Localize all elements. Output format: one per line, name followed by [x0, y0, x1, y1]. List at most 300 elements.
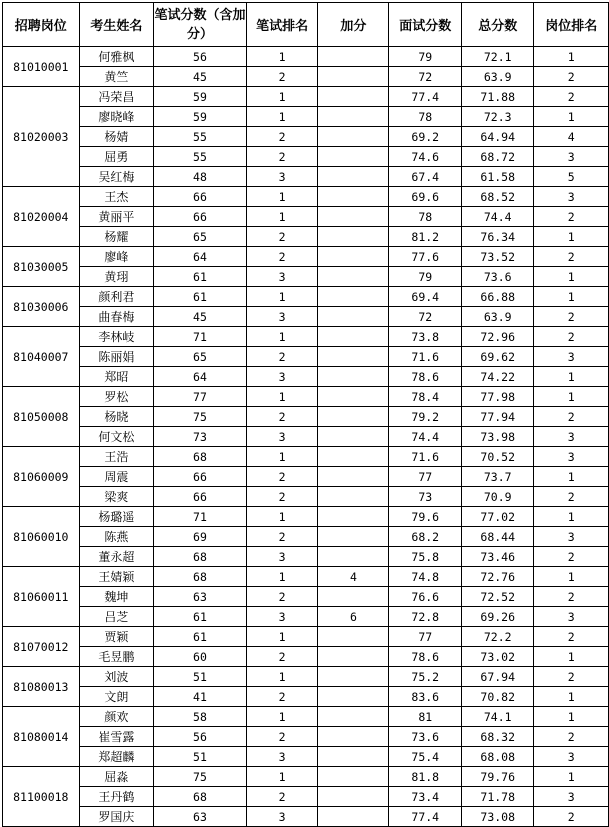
written-score: 65: [154, 347, 247, 367]
post-rank: 1: [534, 767, 609, 787]
bonus-points: [318, 467, 389, 487]
total-score: 72.52: [462, 587, 534, 607]
interview-score: 81.8: [389, 767, 462, 787]
interview-score: 83.6: [389, 687, 462, 707]
interview-score: 71.6: [389, 447, 462, 467]
candidate-name: 黄竺: [79, 67, 154, 87]
written-score: 66: [154, 487, 247, 507]
post-rank: 3: [534, 747, 609, 767]
bonus-points: [318, 667, 389, 687]
total-score: 73.02: [462, 647, 534, 667]
total-score: 61.58: [462, 167, 534, 187]
table-row: [3, 427, 609, 447]
interview-score: 71.6: [389, 347, 462, 367]
written-score: 66: [154, 467, 247, 487]
written-rank: 2: [246, 647, 318, 667]
post-code: 81060010: [3, 507, 80, 567]
post-rank: 1: [534, 287, 609, 307]
interview-score: 74.6: [389, 147, 462, 167]
candidate-name: 陈燕: [79, 527, 154, 547]
total-score: 72.1: [462, 47, 534, 67]
written-score: 61: [154, 627, 247, 647]
written-rank: 2: [246, 527, 318, 547]
post-rank: 3: [534, 147, 609, 167]
total-score: 79.76: [462, 767, 534, 787]
header-interview-score: 面试分数: [389, 3, 462, 47]
written-score: 51: [154, 667, 247, 687]
interview-score: 73.8: [389, 327, 462, 347]
bonus-points: [318, 647, 389, 667]
table-row: [3, 287, 609, 307]
bonus-points: [318, 587, 389, 607]
interview-score: 75.4: [389, 747, 462, 767]
written-rank: 1: [246, 107, 318, 127]
candidate-name: 罗松: [79, 387, 154, 407]
total-score: 72.96: [462, 327, 534, 347]
written-score: 71: [154, 507, 247, 527]
candidate-name: 贾颖: [79, 627, 154, 647]
table-row: [3, 127, 609, 147]
total-score: 70.9: [462, 487, 534, 507]
total-score: 77.94: [462, 407, 534, 427]
table-row: [3, 627, 609, 647]
interview-score: 76.6: [389, 587, 462, 607]
post-rank: 2: [534, 547, 609, 567]
written-rank: 1: [246, 567, 318, 587]
post-code: 81030006: [3, 287, 80, 327]
bonus-points: 6: [318, 607, 389, 627]
post-code: 81010001: [3, 47, 80, 87]
total-score: 72.3: [462, 107, 534, 127]
table-row: [3, 567, 609, 587]
total-score: 67.94: [462, 667, 534, 687]
table-row: [3, 507, 609, 527]
interview-score: 78.6: [389, 367, 462, 387]
total-score: 71.88: [462, 87, 534, 107]
candidate-name: 郑超麟: [79, 747, 154, 767]
bonus-points: [318, 267, 389, 287]
written-score: 56: [154, 47, 247, 67]
bonus-points: [318, 427, 389, 447]
post-rank: 2: [534, 487, 609, 507]
written-rank: 2: [246, 67, 318, 87]
written-rank: 2: [246, 247, 318, 267]
table-row: [3, 807, 609, 827]
table-row: [3, 487, 609, 507]
post-rank: 5: [534, 167, 609, 187]
post-rank: 2: [534, 807, 609, 827]
post-code: 81060009: [3, 447, 80, 507]
table-row: [3, 107, 609, 127]
candidate-name: 杨婧: [79, 127, 154, 147]
post-rank: 2: [534, 407, 609, 427]
post-rank: 1: [534, 107, 609, 127]
interview-score: 78: [389, 107, 462, 127]
table-row: [3, 367, 609, 387]
written-score: 66: [154, 187, 247, 207]
interview-score: 81.2: [389, 227, 462, 247]
candidate-name: 颜欢: [79, 707, 154, 727]
post-rank: 4: [534, 127, 609, 147]
post-code: 81020003: [3, 87, 80, 187]
candidate-name: 黄丽平: [79, 207, 154, 227]
post-rank: 1: [534, 687, 609, 707]
written-rank: 1: [246, 507, 318, 527]
table-row: [3, 187, 609, 207]
table-row: [3, 267, 609, 287]
header-bonus: 加分: [318, 3, 389, 47]
score-table: [2, 2, 609, 827]
candidate-name: 吴红梅: [79, 167, 154, 187]
total-score: 73.7: [462, 467, 534, 487]
written-rank: 3: [246, 807, 318, 827]
post-code: 81040007: [3, 327, 80, 387]
bonus-points: [318, 787, 389, 807]
candidate-name: 王浩: [79, 447, 154, 467]
written-rank: 1: [246, 667, 318, 687]
written-score: 56: [154, 727, 247, 747]
table-row: [3, 547, 609, 567]
bonus-points: [318, 627, 389, 647]
post-rank: 3: [534, 607, 609, 627]
header-name: 考生姓名: [79, 3, 154, 47]
post-rank: 3: [534, 187, 609, 207]
written-score: 75: [154, 767, 247, 787]
table-row: [3, 147, 609, 167]
bonus-points: [318, 407, 389, 427]
candidate-name: 屈勇: [79, 147, 154, 167]
post-rank: 3: [534, 427, 609, 447]
total-score: 68.52: [462, 187, 534, 207]
total-score: 69.62: [462, 347, 534, 367]
table-row: [3, 727, 609, 747]
total-score: 73.46: [462, 547, 534, 567]
bonus-points: [318, 247, 389, 267]
written-score: 69: [154, 527, 247, 547]
written-rank: 2: [246, 227, 318, 247]
written-score: 48: [154, 167, 247, 187]
candidate-name: 杨璐遥: [79, 507, 154, 527]
written-score: 61: [154, 607, 247, 627]
total-score: 68.44: [462, 527, 534, 547]
total-score: 72.76: [462, 567, 534, 587]
total-score: 74.1: [462, 707, 534, 727]
candidate-name: 何文松: [79, 427, 154, 447]
written-rank: 1: [246, 87, 318, 107]
table-row: [3, 207, 609, 227]
bonus-points: [318, 687, 389, 707]
bonus-points: [318, 507, 389, 527]
written-score: 75: [154, 407, 247, 427]
post-rank: 1: [534, 647, 609, 667]
written-rank: 1: [246, 207, 318, 227]
candidate-name: 王婧颖: [79, 567, 154, 587]
header-total-score: 总分数: [462, 3, 534, 47]
written-rank: 1: [246, 187, 318, 207]
written-rank: 1: [246, 707, 318, 727]
written-rank: 1: [246, 47, 318, 67]
written-rank: 3: [246, 427, 318, 447]
written-rank: 1: [246, 287, 318, 307]
written-score: 45: [154, 67, 247, 87]
candidate-name: 罗国庆: [79, 807, 154, 827]
post-code: 81030005: [3, 247, 80, 287]
candidate-name: 何雅枫: [79, 47, 154, 67]
post-rank: 3: [534, 787, 609, 807]
written-score: 41: [154, 687, 247, 707]
total-score: 68.08: [462, 747, 534, 767]
post-rank: 3: [534, 527, 609, 547]
total-score: 77.98: [462, 387, 534, 407]
bonus-points: 4: [318, 567, 389, 587]
bonus-points: [318, 187, 389, 207]
interview-score: 74.8: [389, 567, 462, 587]
bonus-points: [318, 287, 389, 307]
interview-score: 69.6: [389, 187, 462, 207]
interview-score: 79: [389, 47, 462, 67]
table-row: [3, 227, 609, 247]
bonus-points: [318, 87, 389, 107]
written-rank: 3: [246, 747, 318, 767]
post-rank: 1: [534, 467, 609, 487]
bonus-points: [318, 307, 389, 327]
post-rank: 2: [534, 247, 609, 267]
header-written-score: 笔试分数（含加分）: [154, 3, 247, 47]
candidate-name: 廖峰: [79, 247, 154, 267]
bonus-points: [318, 367, 389, 387]
candidate-name: 文朗: [79, 687, 154, 707]
table-row: [3, 387, 609, 407]
candidate-name: 杨耀: [79, 227, 154, 247]
written-score: 68: [154, 567, 247, 587]
written-rank: 1: [246, 627, 318, 647]
table-row: [3, 607, 609, 627]
total-score: 70.52: [462, 447, 534, 467]
written-score: 65: [154, 227, 247, 247]
total-score: 63.9: [462, 67, 534, 87]
bonus-points: [318, 727, 389, 747]
bonus-points: [318, 327, 389, 347]
table-row: [3, 167, 609, 187]
total-score: 74.22: [462, 367, 534, 387]
written-score: 68: [154, 447, 247, 467]
post-rank: 2: [534, 587, 609, 607]
table-row: [3, 47, 609, 67]
table-row: [3, 687, 609, 707]
bonus-points: [318, 147, 389, 167]
written-rank: 3: [246, 167, 318, 187]
post-rank: 2: [534, 307, 609, 327]
written-score: 66: [154, 207, 247, 227]
candidate-name: 郑昭: [79, 367, 154, 387]
written-score: 60: [154, 647, 247, 667]
bonus-points: [318, 227, 389, 247]
post-rank: 3: [534, 447, 609, 467]
table-row: [3, 787, 609, 807]
bonus-points: [318, 487, 389, 507]
interview-score: 72.8: [389, 607, 462, 627]
post-rank: 2: [534, 627, 609, 647]
written-score: 61: [154, 287, 247, 307]
table-row: [3, 247, 609, 267]
interview-score: 78.6: [389, 647, 462, 667]
written-rank: 1: [246, 327, 318, 347]
table-row: [3, 747, 609, 767]
post-rank: 2: [534, 207, 609, 227]
written-score: 55: [154, 147, 247, 167]
post-code: 81020004: [3, 187, 80, 247]
table-row: [3, 347, 609, 367]
post-rank: 3: [534, 347, 609, 367]
total-score: 73.6: [462, 267, 534, 287]
bonus-points: [318, 167, 389, 187]
interview-score: 77.4: [389, 807, 462, 827]
written-rank: 3: [246, 267, 318, 287]
table-row: [3, 327, 609, 347]
post-rank: 1: [534, 47, 609, 67]
written-rank: 2: [246, 127, 318, 147]
interview-score: 73.4: [389, 787, 462, 807]
interview-score: 77: [389, 467, 462, 487]
written-score: 61: [154, 267, 247, 287]
table-row: [3, 647, 609, 667]
total-score: 73.08: [462, 807, 534, 827]
interview-score: 74.4: [389, 427, 462, 447]
bonus-points: [318, 807, 389, 827]
interview-score: 78: [389, 207, 462, 227]
table-row: [3, 527, 609, 547]
candidate-name: 刘波: [79, 667, 154, 687]
candidate-name: 董永超: [79, 547, 154, 567]
written-score: 55: [154, 127, 247, 147]
total-score: 72.2: [462, 627, 534, 647]
bonus-points: [318, 67, 389, 87]
post-rank: 1: [534, 567, 609, 587]
table-body: [3, 47, 609, 827]
written-score: 68: [154, 787, 247, 807]
table-row: [3, 467, 609, 487]
written-rank: 3: [246, 367, 318, 387]
candidate-name: 毛昱鹏: [79, 647, 154, 667]
post-code: 81080013: [3, 667, 80, 707]
bonus-points: [318, 207, 389, 227]
table-row: [3, 307, 609, 327]
interview-score: 79: [389, 267, 462, 287]
total-score: 64.94: [462, 127, 534, 147]
interview-score: 79.6: [389, 507, 462, 527]
post-rank: 1: [534, 507, 609, 527]
candidate-name: 廖晓峰: [79, 107, 154, 127]
interview-score: 67.4: [389, 167, 462, 187]
post-code: 81060011: [3, 567, 80, 627]
written-score: 73: [154, 427, 247, 447]
total-score: 77.02: [462, 507, 534, 527]
written-score: 58: [154, 707, 247, 727]
written-score: 63: [154, 587, 247, 607]
candidate-name: 陈丽娟: [79, 347, 154, 367]
written-rank: 2: [246, 147, 318, 167]
written-score: 68: [154, 547, 247, 567]
total-score: 76.34: [462, 227, 534, 247]
candidate-name: 杨晓: [79, 407, 154, 427]
interview-score: 69.2: [389, 127, 462, 147]
interview-score: 73: [389, 487, 462, 507]
header-written-rank: 笔试排名: [246, 3, 318, 47]
post-rank: 2: [534, 67, 609, 87]
written-rank: 2: [246, 587, 318, 607]
interview-score: 77.6: [389, 247, 462, 267]
written-rank: 3: [246, 547, 318, 567]
candidate-name: 李林岐: [79, 327, 154, 347]
bonus-points: [318, 747, 389, 767]
written-rank: 2: [246, 687, 318, 707]
written-rank: 3: [246, 307, 318, 327]
post-code: 81080014: [3, 707, 80, 767]
bonus-points: [318, 347, 389, 367]
total-score: 71.78: [462, 787, 534, 807]
written-score: 77: [154, 387, 247, 407]
candidate-name: 冯荣昌: [79, 87, 154, 107]
written-rank: 2: [246, 487, 318, 507]
post-rank: 2: [534, 327, 609, 347]
post-code: 81100018: [3, 767, 80, 827]
header-post: 招聘岗位: [3, 3, 80, 47]
written-score: 71: [154, 327, 247, 347]
written-rank: 2: [246, 787, 318, 807]
written-score: 59: [154, 87, 247, 107]
total-score: 73.98: [462, 427, 534, 447]
post-rank: 2: [534, 727, 609, 747]
written-rank: 1: [246, 447, 318, 467]
bonus-points: [318, 127, 389, 147]
total-score: 73.52: [462, 247, 534, 267]
post-rank: 1: [534, 227, 609, 247]
table-row: [3, 447, 609, 467]
total-score: 63.9: [462, 307, 534, 327]
bonus-points: [318, 707, 389, 727]
total-score: 70.82: [462, 687, 534, 707]
interview-score: 69.4: [389, 287, 462, 307]
post-rank: 1: [534, 267, 609, 287]
written-score: 45: [154, 307, 247, 327]
written-score: 59: [154, 107, 247, 127]
interview-score: 68.2: [389, 527, 462, 547]
post-rank: 1: [534, 367, 609, 387]
table-row: [3, 767, 609, 787]
bonus-points: [318, 47, 389, 67]
bonus-points: [318, 447, 389, 467]
total-score: 66.88: [462, 287, 534, 307]
candidate-name: 颜利君: [79, 287, 154, 307]
interview-score: 81: [389, 707, 462, 727]
bonus-points: [318, 107, 389, 127]
post-rank: 1: [534, 707, 609, 727]
post-code: 81070012: [3, 627, 80, 667]
table-row: [3, 707, 609, 727]
interview-score: 79.2: [389, 407, 462, 427]
interview-score: 72: [389, 307, 462, 327]
written-score: 64: [154, 367, 247, 387]
total-score: 68.32: [462, 727, 534, 747]
total-score: 74.4: [462, 207, 534, 227]
written-rank: 1: [246, 387, 318, 407]
interview-score: 75.8: [389, 547, 462, 567]
total-score: 69.26: [462, 607, 534, 627]
candidate-name: 崔雪露: [79, 727, 154, 747]
candidate-name: 周震: [79, 467, 154, 487]
written-rank: 2: [246, 467, 318, 487]
interview-score: 72: [389, 67, 462, 87]
